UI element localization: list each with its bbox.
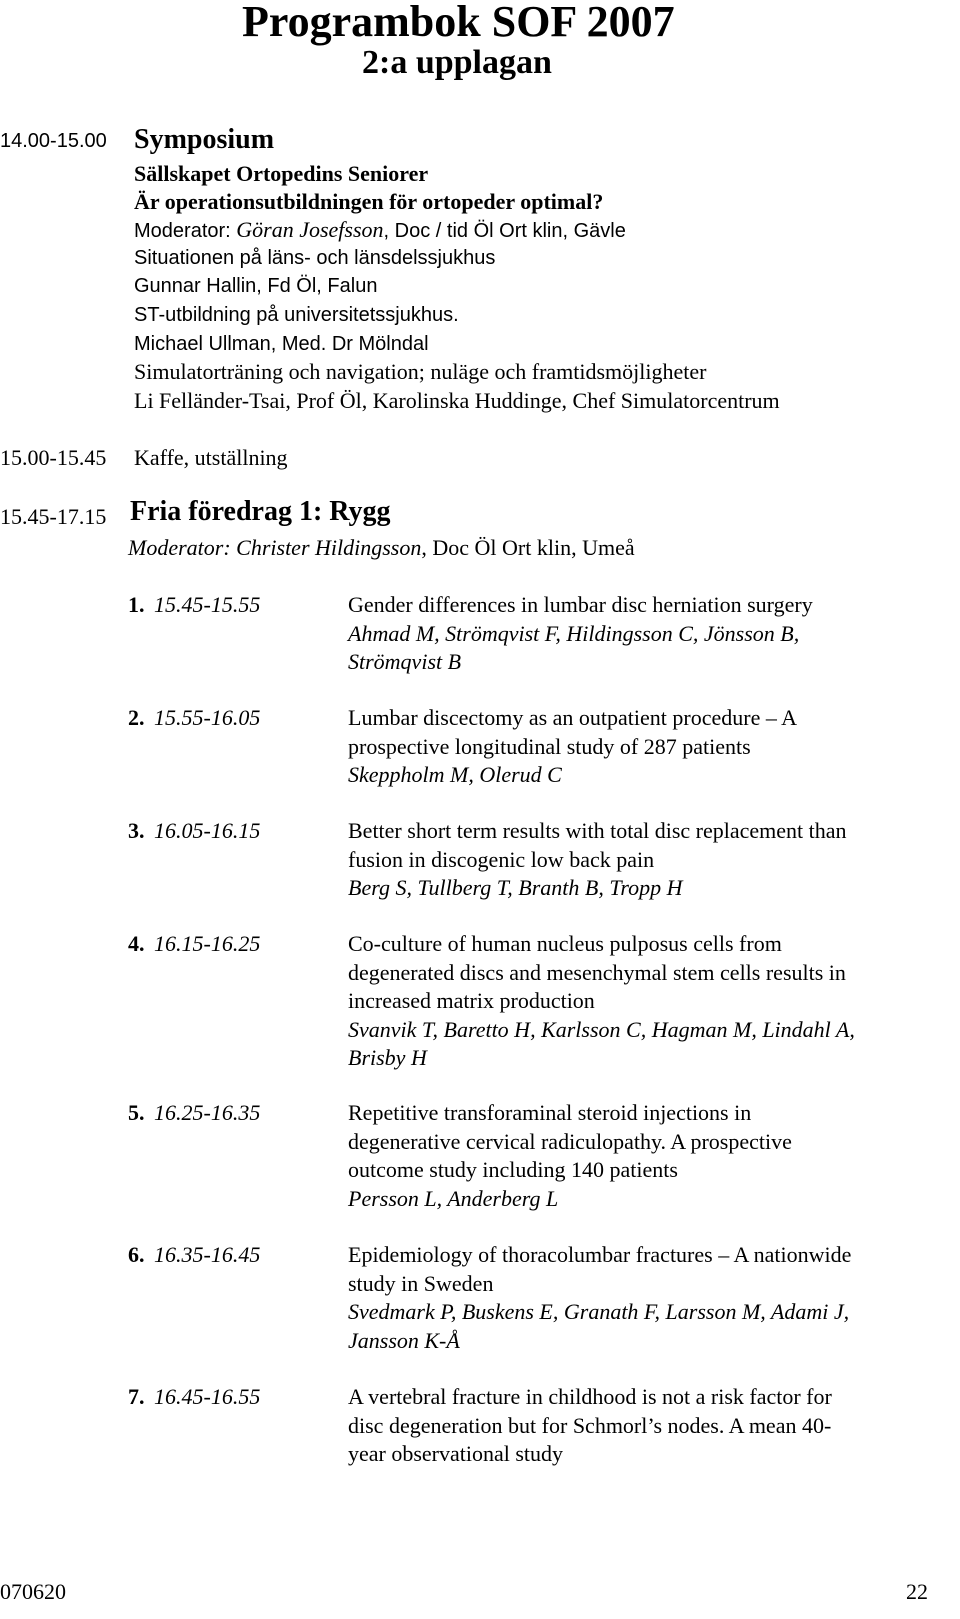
moderator-name: Christer Hildingsson	[236, 535, 422, 560]
symposium-line: Michael Ullman, Med. Dr Mölndal	[134, 333, 429, 355]
talk-time: 16.35-16.45	[154, 1242, 261, 1267]
symposium-heading: Symposium	[134, 124, 275, 155]
talk-authors-line: Berg S, Tullberg T, Branth B, Tropp H	[348, 875, 683, 900]
talk-title-line: Repetitive transforaminal steroid injections in	[348, 1100, 752, 1125]
talk-title-line: A vertebral fracture in childhood is not a risk factor for	[348, 1384, 832, 1409]
talk-title-line: study in Sweden	[348, 1270, 494, 1296]
symposium-line: ST-utbildning på universitetssjukhus.	[134, 304, 459, 326]
talk-title-line: year observational study	[348, 1441, 564, 1466]
moderator-prefix: Moderator:	[128, 535, 237, 560]
talk-title-line: degenerated discs and mesenchymal stem cells results in	[348, 959, 846, 985]
talk-title-line: Gender differences in lumbar disc herniation surgery	[348, 592, 813, 617]
talk-title-line: increased matrix production	[348, 988, 595, 1013]
talk-title-line: prospective longitudinal study of 287 patients	[348, 733, 751, 759]
session-heading: Fria föredrag 1: Rygg	[130, 496, 391, 527]
moderator-affiliation: , Doc / tid Öl Ort klin, Gävle	[383, 220, 626, 242]
talk-number: 2.	[128, 705, 145, 730]
symposium-org: Sällskapet Ortopedins Seniorer	[134, 161, 429, 186]
talk-title-line: disc degeneration but for Schmorl’s nodes. A mean 40-	[348, 1412, 832, 1438]
footer-date: 070620	[0, 1579, 66, 1604]
session-moderator	[128, 533, 635, 562]
talk-authors-line: Persson L, Anderberg L	[348, 1185, 559, 1211]
symposium-line: Li Felländer-Tsai, Prof Öl, Karolinska Huddinge, Chef Simulatorcentrum	[134, 388, 780, 413]
symposium-time: 14.00-15.00	[0, 130, 107, 152]
talk-time: 16.15-16.25	[154, 931, 261, 956]
coffee-text: Kaffe, utställning	[134, 445, 288, 470]
symposium-question: Är operationsutbildningen för ortopeder optimal?	[134, 189, 604, 214]
talk-title-line: Epidemiology of thoracolumbar fractures – A nationwide	[348, 1242, 852, 1267]
talk-authors-line: Jansson K-Å	[348, 1327, 460, 1353]
talk-number: 5.	[128, 1100, 145, 1125]
symposium-line: Situationen på läns- och länsdelssjukhus	[134, 247, 496, 269]
talk-time: 15.55-16.05	[154, 705, 261, 730]
talk-number: 1.	[128, 592, 145, 617]
talk-number: 3.	[128, 818, 145, 843]
talk-authors-line: Skeppholm M, Olerud C	[348, 762, 562, 787]
talk-number: 4.	[128, 931, 145, 956]
talk-title-line: Lumbar discectomy as an outpatient procedure – A	[348, 705, 798, 730]
symposium-line: Gunnar Hallin, Fd Öl, Falun	[134, 275, 378, 297]
talk-authors-line: Svedmark P, Buskens E, Granath F, Larsson M, Adami J,	[348, 1299, 850, 1324]
talk-authors-line: Brisby H	[348, 1045, 427, 1070]
talk-time: 16.45-16.55	[154, 1384, 261, 1409]
talk-title-line: Co-culture of human nucleus pulposus cells from	[348, 931, 782, 956]
moderator-name: Göran Josefsson	[236, 217, 384, 242]
talk-title-line: fusion in discogenic low back pain	[348, 846, 655, 872]
page-title: Programbok SOF 2007	[242, 0, 675, 46]
talk-authors-line: Svanvik T, Baretto H, Karlsson C, Hagman M, Lindahl A,	[348, 1016, 855, 1042]
moderator-prefix: Moderator:	[134, 220, 237, 242]
page-subtitle: 2:a upplagan	[362, 44, 552, 81]
talk-title-line: Better short term results with total disc replacement than	[348, 818, 847, 843]
talk-title-line: degenerative cervical radiculopathy. A prospective	[348, 1128, 792, 1154]
talk-authors-line: Strömqvist B	[348, 649, 462, 674]
talk-time: 15.45-15.55	[154, 592, 261, 617]
coffee-time: 15.00-15.45	[0, 445, 107, 470]
symposium-moderator	[134, 215, 626, 246]
symposium-line: Simulatorträning och navigation; nuläge och framtidsmöjligheter	[134, 359, 707, 384]
talk-title-line: outcome study including 140 patients	[348, 1157, 678, 1182]
talk-time: 16.25-16.35	[154, 1100, 261, 1125]
talk-time: 16.05-16.15	[154, 818, 261, 843]
talk-number: 7.	[128, 1384, 145, 1409]
session-time: 15.45-17.15	[0, 504, 107, 529]
moderator-affiliation: , Doc Öl Ort klin, Umeå	[421, 535, 635, 560]
page-number: 22	[906, 1579, 928, 1604]
talk-number: 6.	[128, 1242, 145, 1267]
talk-authors-line: Ahmad M, Strömqvist F, Hildingsson C, Jönsson B,	[348, 620, 800, 646]
